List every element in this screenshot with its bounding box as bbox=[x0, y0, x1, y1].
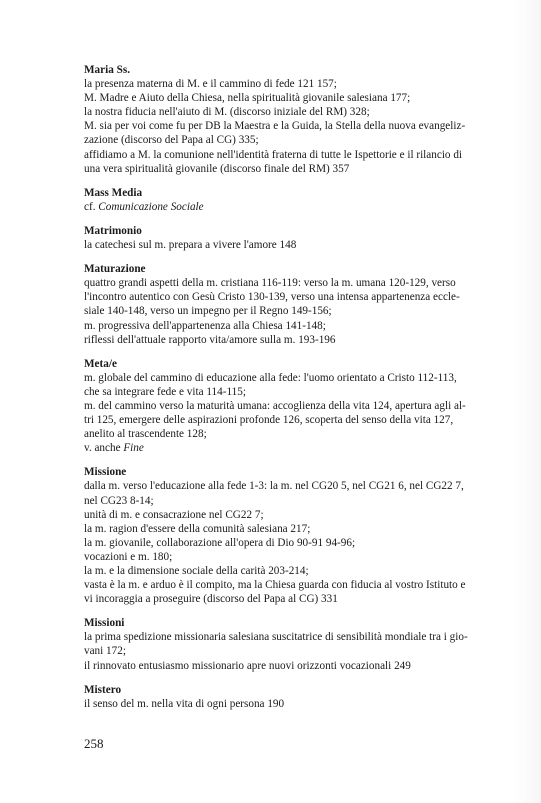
entry-line: la m. giovanile, collaborazione all'opera di Dio 90-91 94-96; bbox=[84, 536, 356, 549]
entry-line: dalla m. verso l'educazione alla fede 1-3: la m. nel CG20 5, nel CG21 6, nel CG22 7, bbox=[84, 480, 464, 493]
index-entry-maturazione bbox=[84, 262, 512, 347]
entry-line: la nostra fiducia nell'aiuto di M. (discorso iniziale del RM) 328; bbox=[84, 106, 370, 119]
entry-line: quattro grandi aspetti della m. cristiana 116-119: verso la m. umana 120-129, verso bbox=[84, 277, 456, 290]
index-entry-meta bbox=[84, 357, 512, 456]
entry-heading: Missioni bbox=[84, 617, 125, 630]
entry-line: una vera spiritualità giovanile (discorso finale del RM) 357 bbox=[84, 162, 350, 175]
cross-reference: Fine bbox=[123, 442, 144, 455]
index-page bbox=[84, 63, 512, 721]
entry-line: m. del cammino verso la maturità umana: accoglienza della vita 124, apertura agli al- bbox=[84, 399, 466, 412]
entry-line: tri 125, emergere delle aspirazioni profonde 126, scoperta del senso della vita 127, bbox=[84, 414, 454, 427]
entry-line: m. progressiva dell'appartenenza alla Chiesa 141-148; bbox=[84, 319, 326, 332]
entry-line: il rinnovato entusiasmo missionario apre nuovi orizzonti vocazionali 249 bbox=[84, 659, 411, 672]
index-entry-matrimonio bbox=[84, 224, 512, 252]
entry-line: vani 172; bbox=[84, 645, 126, 658]
entry-heading: Mass Media bbox=[84, 186, 143, 199]
entry-heading: Matrimonio bbox=[84, 224, 142, 237]
entry-line: la prima spedizione missionaria salesiana suscitatrice di sensibilità mondiale tra i gio- bbox=[84, 631, 468, 644]
entry-line: riflessi dell'attuale rapporto vita/amore sulla m. 193-196 bbox=[84, 333, 336, 346]
entry-line: vasta è la m. e arduo è il compito, ma la Chiesa guarda con fiducia al vostro Istituto e bbox=[84, 579, 466, 592]
entry-heading: Maturazione bbox=[84, 263, 146, 276]
entry-heading: Meta/e bbox=[84, 357, 117, 370]
entry-line: nel CG23 8-14; bbox=[84, 494, 154, 507]
entry-line: M. Madre e Aiuto della Chiesa, nella spiritualità giovanile salesiana 177; bbox=[84, 92, 411, 105]
entry-line: siale 140-148, verso un impegno per il Regno 149-156; bbox=[84, 305, 332, 318]
cross-reference: Comunicazione Sociale bbox=[98, 200, 204, 213]
entry-line: affidiamo a M. la comunione nell'identità fraterna di tutte le Ispettorie e il rilancio di bbox=[84, 148, 463, 161]
entry-line: che sa integrare fede e vita 114-115; bbox=[84, 385, 246, 398]
page-number: 258 bbox=[84, 736, 104, 751]
entry-line: M. sia per voi come fu per DB la Maestra e la Guida, la Stella della nuova evangeliz- bbox=[84, 120, 466, 133]
entry-line: la m. ragion d'essere della comunità salesiana 217; bbox=[84, 522, 311, 535]
entry-line: vi incoraggia a proseguire (discorso del Papa al CG) 331 bbox=[84, 593, 338, 606]
entry-line: la m. e la dimensione sociale della carità 203-214; bbox=[84, 565, 309, 577]
entry-line: il senso del m. nella vita di ogni persona 190 bbox=[84, 697, 285, 710]
entry-line: vocazioni e m. 180; bbox=[84, 550, 173, 563]
entry-line: unità di m. e consacrazione nel CG22 7; bbox=[84, 508, 264, 521]
entry-heading: Missione bbox=[84, 466, 127, 479]
index-entry-missione bbox=[84, 465, 512, 606]
entry-line: zazione (discorso del Papa al CG) 335; bbox=[84, 134, 259, 147]
entry-line: la presenza materna di M. e il cammino di fede 121 157; bbox=[84, 78, 337, 91]
entry-heading: Maria Ss. bbox=[84, 64, 130, 76]
index-entry-maria bbox=[84, 63, 512, 176]
index-entry-missioni bbox=[84, 616, 512, 672]
entry-line: la catechesi sul m. prepara a vivere l'amore 148 bbox=[84, 239, 297, 252]
entry-line: l'incontro autentico con Gesù Cristo 130-139, verso una intensa appartenenza eccle- bbox=[84, 291, 460, 304]
entry-line: m. globale del cammino di educazione alla fede: l'uomo orientato a Cristo 112-113, bbox=[84, 371, 457, 384]
entry-line: anelito al trascendente 128; bbox=[84, 428, 207, 441]
index-entry-mistero bbox=[84, 683, 512, 711]
page-edge-shadow bbox=[513, 0, 541, 803]
entry-line: cf. Comunicazione Sociale bbox=[84, 200, 204, 213]
entry-heading: Mistero bbox=[84, 683, 122, 696]
index-entry-mass-media bbox=[84, 186, 512, 214]
entry-line: v. anche Fine bbox=[84, 442, 144, 455]
